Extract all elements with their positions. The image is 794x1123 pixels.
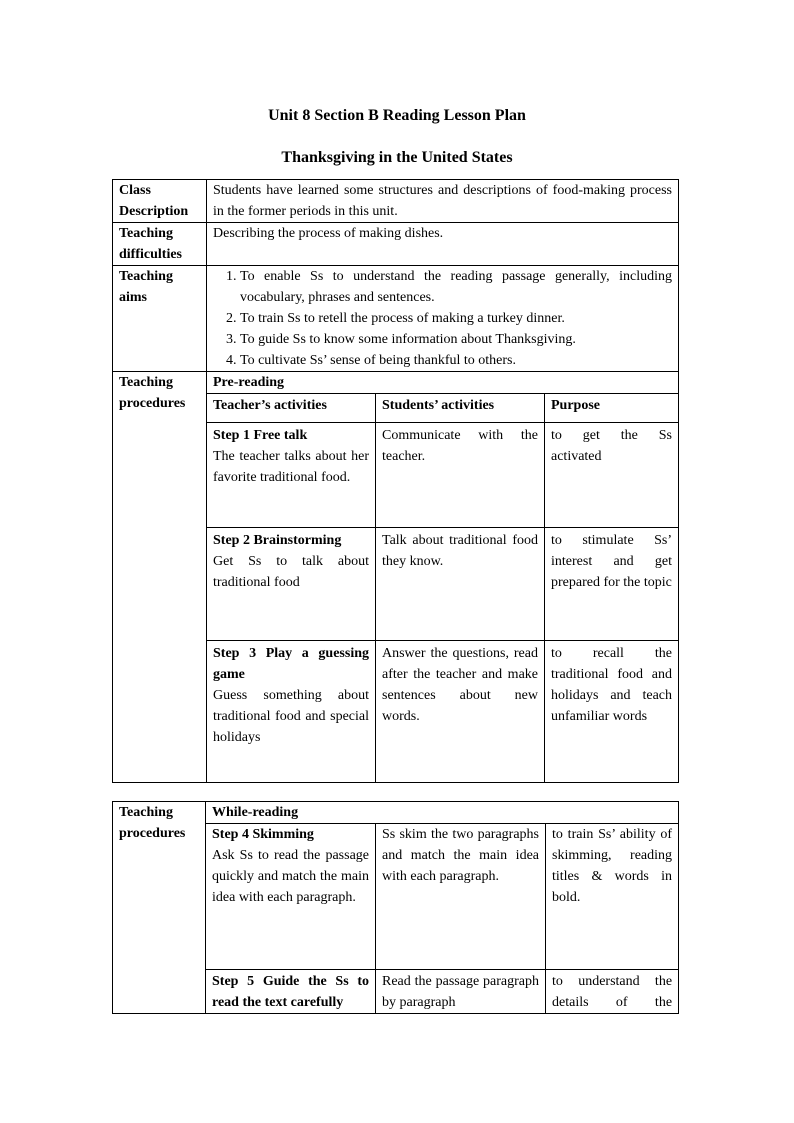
teaching-difficulties-row: [113, 223, 679, 266]
step-students-activity: Ss skim the two paragraphs and match the main idea with each paragraph.: [376, 824, 546, 970]
column-header-teacher: Teacher’s activities: [207, 394, 376, 423]
step-students-activity: Communicate with the teacher.: [376, 423, 545, 528]
teaching-aims-row: [113, 266, 679, 372]
step-purpose: to recall the traditional food and holidays and teach unfamiliar words: [545, 641, 679, 783]
step-teacher-activity: Step 2 Brainstorming Get Ss to talk about traditional food: [207, 528, 376, 641]
column-header-purpose: Purpose: [545, 394, 679, 423]
class-description-value: Students have learned some structures and descriptions of food-making process in the former periods in this unit.: [207, 180, 679, 223]
step-purpose: to stimulate Ss’ interest and get prepared for the topic: [545, 528, 679, 641]
page-subtitle: Thanksgiving in the United States: [281, 149, 513, 166]
step-students-activity: Answer the questions, read after the teacher and make sentences about new words.: [376, 641, 545, 783]
step-purpose: to understand the details of the: [546, 970, 679, 1014]
while-reading-row: [113, 802, 679, 824]
lesson-plan-table: [112, 179, 679, 783]
list-item: 3. To guide Ss to know some information about Thanksgiving.: [240, 329, 672, 350]
step-teacher-activity: Step 5 Guide the Ss to read the text carefully: [206, 970, 376, 1014]
step-students-activity: Talk about traditional food they know.: [376, 528, 545, 641]
stage-heading: Pre-reading: [207, 372, 679, 394]
list-item: 2. To train Ss to retell the process of making a turkey dinner.: [240, 308, 672, 329]
teaching-aims-list: [213, 266, 672, 371]
step-teacher-activity: Step 1 Free talk The teacher talks about her favorite traditional food.: [207, 423, 376, 528]
step-students-activity: Read the passage paragraph by paragraph: [376, 970, 546, 1014]
step-teacher-activity: Step 4 Skimming Ask Ss to read the passage quickly and match the main idea with each paragraph.: [206, 824, 376, 970]
teaching-aims-label: Teaching aims: [113, 266, 207, 372]
teaching-difficulties-label: Teaching difficulties: [113, 223, 207, 266]
step-purpose: to train Ss’ ability of skimming, reading titles & words in bold.: [546, 824, 679, 970]
class-description-row: [113, 180, 679, 223]
class-description-label: Class Description: [113, 180, 207, 223]
step-purpose: to get the Ss activated: [545, 423, 679, 528]
list-item: 1. To enable Ss to understand the reading passage generally, including vocabulary, phrases and sentences.: [240, 266, 672, 308]
teaching-difficulties-value: Describing the process of making dishes.: [207, 223, 679, 266]
teaching-procedures-label: Teaching procedures: [113, 802, 206, 1014]
teaching-procedures-label: Teaching procedures: [113, 372, 207, 783]
teaching-aims-value: [207, 266, 679, 372]
column-header-students: Students’ activities: [376, 394, 545, 423]
page-title: Unit 8 Section B Reading Lesson Plan: [268, 107, 526, 124]
pre-reading-row: [113, 372, 679, 394]
list-item: 4. To cultivate Ss’ sense of being thankful to others.: [240, 350, 672, 371]
step-teacher-activity: Step 3 Play a guessing game Guess something about traditional food and special holidays: [207, 641, 376, 783]
lesson-plan-table-continued: [112, 801, 679, 1014]
stage-heading: While-reading: [206, 802, 679, 824]
